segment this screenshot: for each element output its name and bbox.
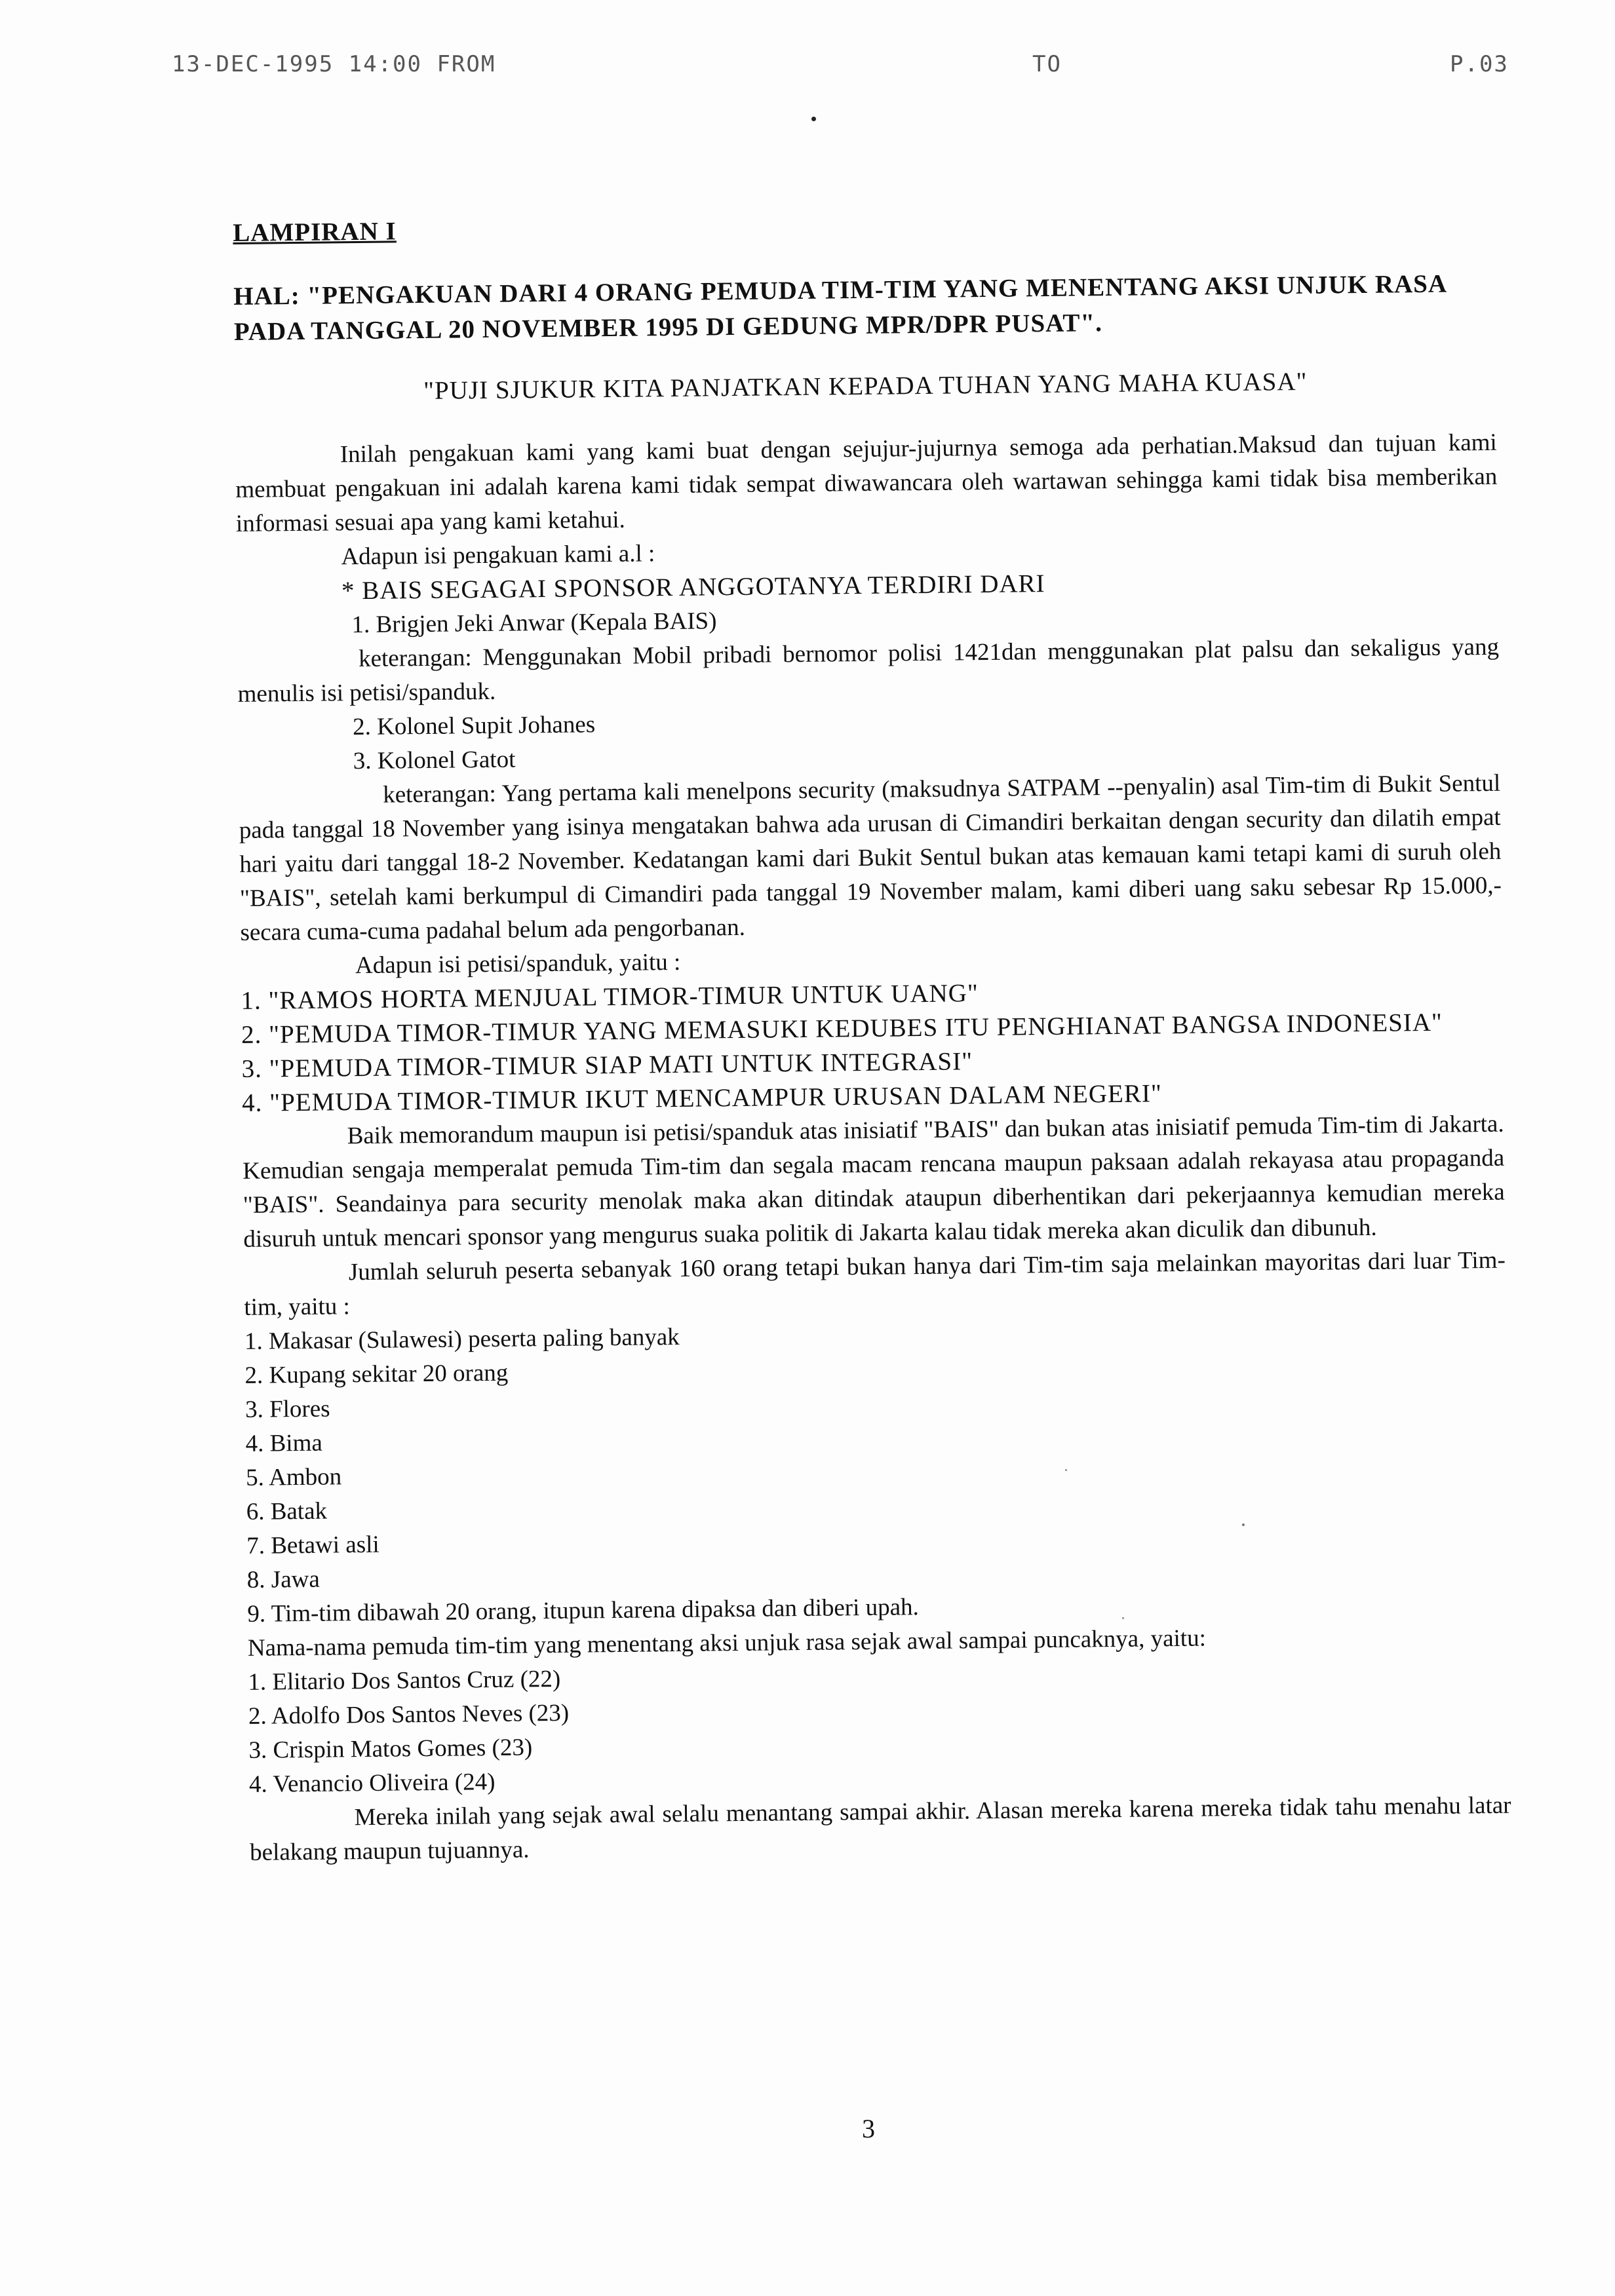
member-item: 3. Kolonel Gatot <box>353 746 516 775</box>
region-item: 9. Tim-tim dibawah 20 orang, itupun karena dipaksa dan diberi upah. <box>247 1594 920 1628</box>
fax-to: TO <box>1032 51 1062 77</box>
document-body <box>233 203 1511 1870</box>
region-item: 5. Ambon <box>245 1463 342 1491</box>
name-item: 2. Adolfo Dos Santos Neves (23) <box>248 1699 570 1730</box>
region-item: 3. Flores <box>244 1395 330 1423</box>
fax-page: P.03 <box>1450 51 1509 77</box>
memo-paragraph: Baik memorandum maupun isi petisi/spanduk atas inisiatif "BAIS" dan bukan atas inisiatif pemuda Tim-tim di Jakarta. Kemudian sengaja memperalat pemuda Tim-tim dan segala macam rencana maupun paksaan adalah rekayasa atau propaganda "BAIS". Seandainya para security menolak maka akan ditindak ataupun diberhentikan dari pekerjaannya kemudian mereka disuruh untuk mencari sponsor yang mengurus suaka politik di Jakarta kalau tidak mereka akan diculik dan dibunuh. <box>243 1110 1505 1253</box>
count-paragraph: Jumlah seluruh peserta sebanyak 160 orang tetapi bukan hanya dari Tim-tim saja melainkan mayoritas dari luar Tim-tim, yaitu : <box>244 1246 1506 1321</box>
document-title: LAMPIRAN I <box>233 217 397 247</box>
region-item: 6. Batak <box>246 1497 328 1525</box>
region-item: 8. Jawa <box>246 1565 320 1594</box>
name-item: 4. Venancio Oliveira (24) <box>248 1768 496 1798</box>
region-item: 2. Kupang sekitar 20 orang <box>244 1359 509 1389</box>
region-item: 4. Bima <box>245 1429 322 1457</box>
petition-item: 3. "PEMUDA TIMOR-TIMUR SIAP MATI UNTUK INTEGRASI" <box>241 1047 973 1083</box>
contents-intro: Adapun isi pengakuan kami a.l : <box>341 540 655 571</box>
note-paragraph: keterangan: Yang pertama kali menelpons security (maksudnya SATPAM --penyalin) asal Tim-tim di Bukit Sentul pada tanggal 18 November yang isinya mengatakan bahwa ada urusan di Cimandiri berkaitan dengan security dan dilatih empat hari yaitu dari tanggal 18-2 November. Kedatangan kami dari Bukit Sentul bukan atas kemauan kami tetapi kami di suruh oleh "BAIS", setelah kami berkumpul di Cimandiri pada tanggal 19 November malam, kami diberi uang saku sebesar Rp 15.000,-secara cuma-cuma padahal belum ada pengorbanan. <box>239 769 1502 946</box>
fax-datetime: 13-DEC-1995 14:00 FROM <box>172 51 496 77</box>
opening-praise: "PUJI SJUKUR KITA PANJATKAN KEPADA TUHAN YANG MAHA KUASA" <box>423 367 1308 405</box>
intro-paragraph: Inilah pengakuan kami yang kami buat dengan sejujur-jujurnya semoga ada perhatian.Maksud dan tujuan kami membuat pengakuan ini adalah karena kami tidak sempat diwawancara oleh wartawan sehingga kami tidak bisa memberikan informasi sesuai apa yang kami ketahui. <box>235 429 1498 537</box>
page-number: 3 <box>862 2114 875 2143</box>
petition-item: 2. "PEMUDA TIMOR-TIMUR YANG MEMASUKI KEDUBES ITU PENGHIANAT BANGSA INDONESIA" <box>241 1008 1443 1049</box>
bais-heading: * BAIS SEGAGAI SPONSOR ANGGOTANYA TERDIRI DARI <box>341 569 1045 605</box>
petition-item: 4. "PEMUDA TIMOR-TIMUR IKUT MENCAMPUR URUSAN DALAM NEGERI" <box>241 1079 1162 1117</box>
region-item: 7. Betawi asli <box>246 1531 379 1559</box>
name-item: 3. Crispin Matos Gomes (23) <box>248 1734 533 1764</box>
name-item: 1. Elitario Dos Santos Cruz (22) <box>248 1665 561 1696</box>
member-item: 2. Kolonel Supit Johanes <box>352 711 596 741</box>
scan-speck <box>811 117 816 121</box>
member-item: 1. Brigjen Jeki Anwar (Kepala BAIS) <box>351 607 717 639</box>
petition-intro: Adapun isi petisi/spanduk, yaitu : <box>355 948 681 980</box>
petition-item: 1. "RAMOS HORTA MENJUAL TIMOR-TIMUR UNTUK UANG" <box>241 979 979 1015</box>
subject-line: HAL: "PENGAKUAN DARI 4 ORANG PEMUDA TIM-TIM YANG MENENTANG AKSI UNJUK RASA PADA TANGGAL 20 NOVEMBER 1995 DI GEDUNG MPR/DPR PUSAT". <box>233 269 1447 346</box>
closing-paragraph: Mereka inilah yang sejak awal selalu menantang sampai akhir. Alasan mereka karena mereka tidak tahu menahu latar belakang maupun tujuannya. <box>249 1791 1511 1866</box>
note-paragraph: keterangan: Menggunakan Mobil pribadi bernomor polisi 1421dan menggunakan plat palsu dan sekaligus yang menulis isi petisi/spanduk. <box>237 633 1500 708</box>
region-item: 1. Makasar (Sulawesi) peserta paling banyak <box>244 1323 680 1355</box>
names-intro: Nama-nama pemuda tim-tim yang menentang aksi unjuk rasa sejak awal sampai puncaknya, yaitu: <box>247 1624 1207 1662</box>
